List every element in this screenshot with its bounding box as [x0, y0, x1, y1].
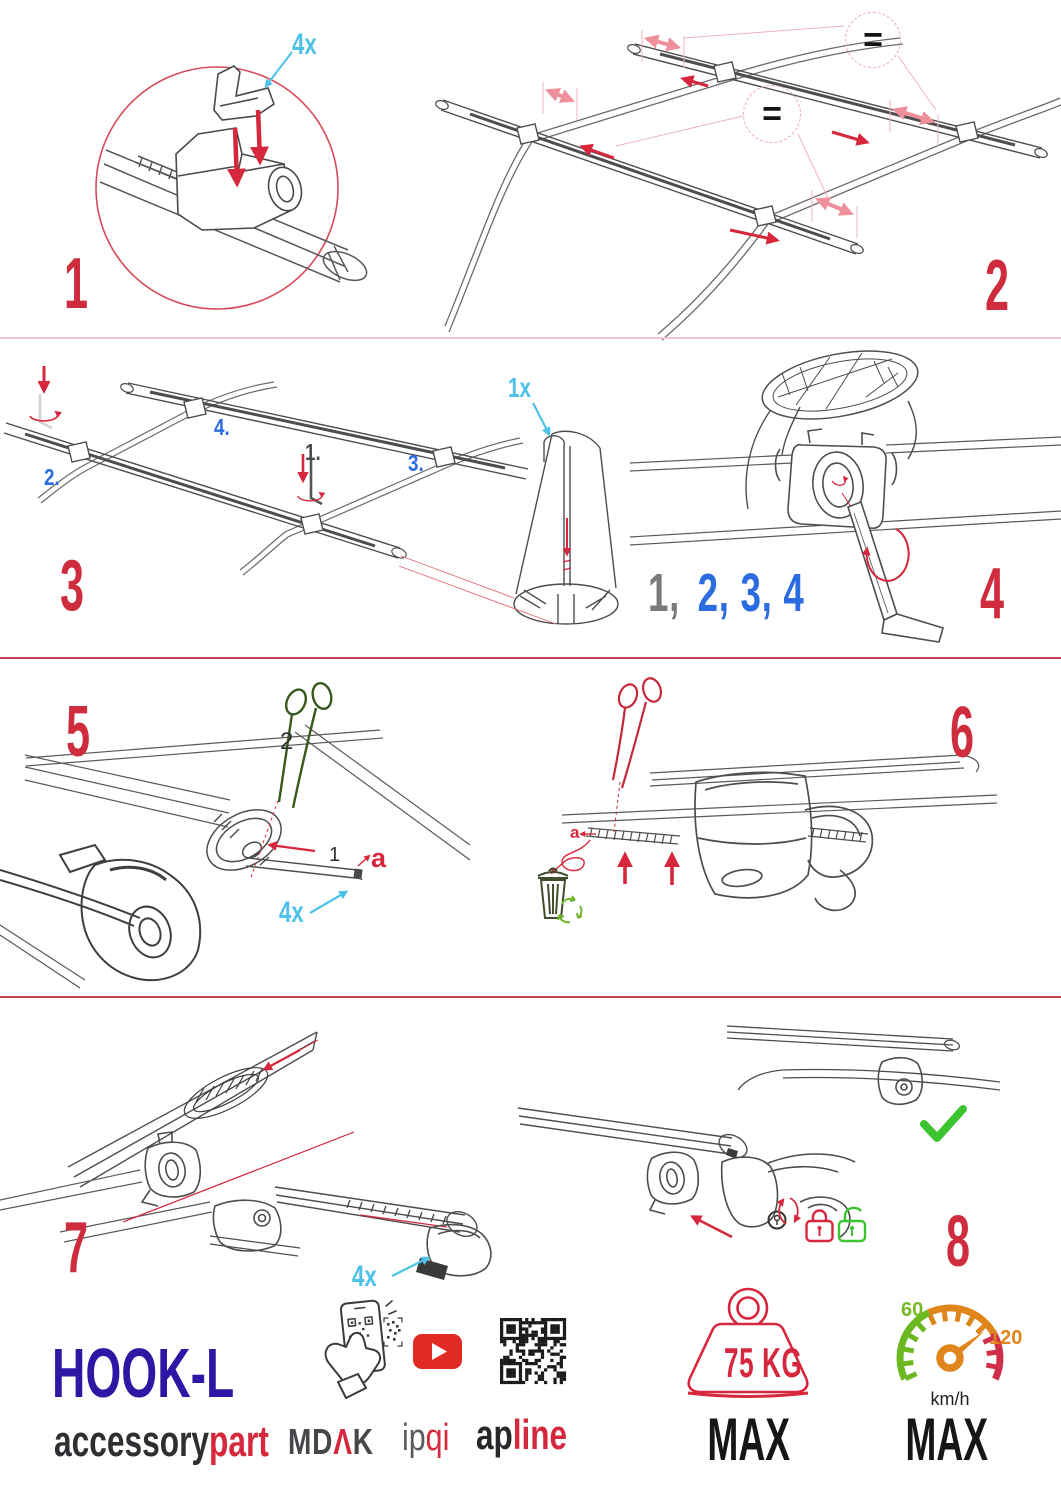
- step-3-sub-label-2: 2.: [44, 464, 60, 490]
- brand-logo: accessorypart: [54, 1417, 269, 1466]
- step-4-number: 4: [980, 554, 1005, 634]
- logo-apline: apline: [476, 1411, 568, 1458]
- speed-unit: km/h: [930, 1389, 970, 1409]
- step-3-sub-label-3: 3.: [408, 450, 424, 476]
- section-divider-3: [0, 996, 1061, 998]
- logo-mdak: MDΛK: [288, 1421, 374, 1462]
- logo-ipqi: ipqi: [402, 1417, 450, 1459]
- step-5-cut-label: 2: [280, 728, 294, 755]
- qr-code: [500, 1318, 566, 1384]
- youtube-icon: [413, 1334, 462, 1369]
- step-3-sub-label-4: 4.: [214, 414, 230, 440]
- product-name: HOOK-L: [52, 1334, 235, 1412]
- max-load-value: 75 KG: [724, 1339, 803, 1386]
- step-8-illustration: [500, 1010, 1061, 1305]
- step-3-sub-label-1: 1.: [305, 439, 321, 465]
- equal-spacing-badge-top: =: [845, 12, 901, 68]
- speed-max-label: MAX: [905, 1406, 989, 1473]
- step-6-number: 6: [950, 693, 975, 773]
- step-5-a-label: a: [371, 843, 387, 873]
- step-7-number: 7: [64, 1208, 89, 1288]
- step-1-number: 1: [64, 244, 89, 324]
- step-3-number: 3: [60, 546, 85, 626]
- speed-orange-value: 120: [989, 1327, 1023, 1349]
- step-1-quantity-label: 4x: [292, 28, 317, 61]
- step-8-number: 8: [946, 1202, 971, 1282]
- speed-green-value: 60: [901, 1299, 924, 1321]
- equal-spacing-badge-mid: =: [743, 85, 801, 143]
- phone-scan-icon: [320, 1298, 404, 1408]
- step-3-quantity-label: 1x: [508, 372, 532, 403]
- step-4-sequence-label: 1, 2, 3, 4: [648, 563, 805, 623]
- step-2-number: 2: [985, 246, 1010, 326]
- section-divider-1: [0, 337, 1061, 339]
- step-5-quantity-label: 4x: [279, 896, 304, 929]
- step-5-insert-label: 1: [329, 844, 341, 866]
- step-2-illustration: [430, 4, 1061, 338]
- step-6-illustration: [500, 670, 1061, 997]
- step-6-a-label: a: [570, 823, 580, 842]
- step-7-quantity-label: 4x: [352, 1260, 377, 1293]
- step-5-number: 5: [66, 692, 91, 772]
- max-load-label: MAX: [707, 1406, 791, 1473]
- section-divider-2: [0, 657, 1061, 659]
- step-1-illustration: [40, 14, 420, 334]
